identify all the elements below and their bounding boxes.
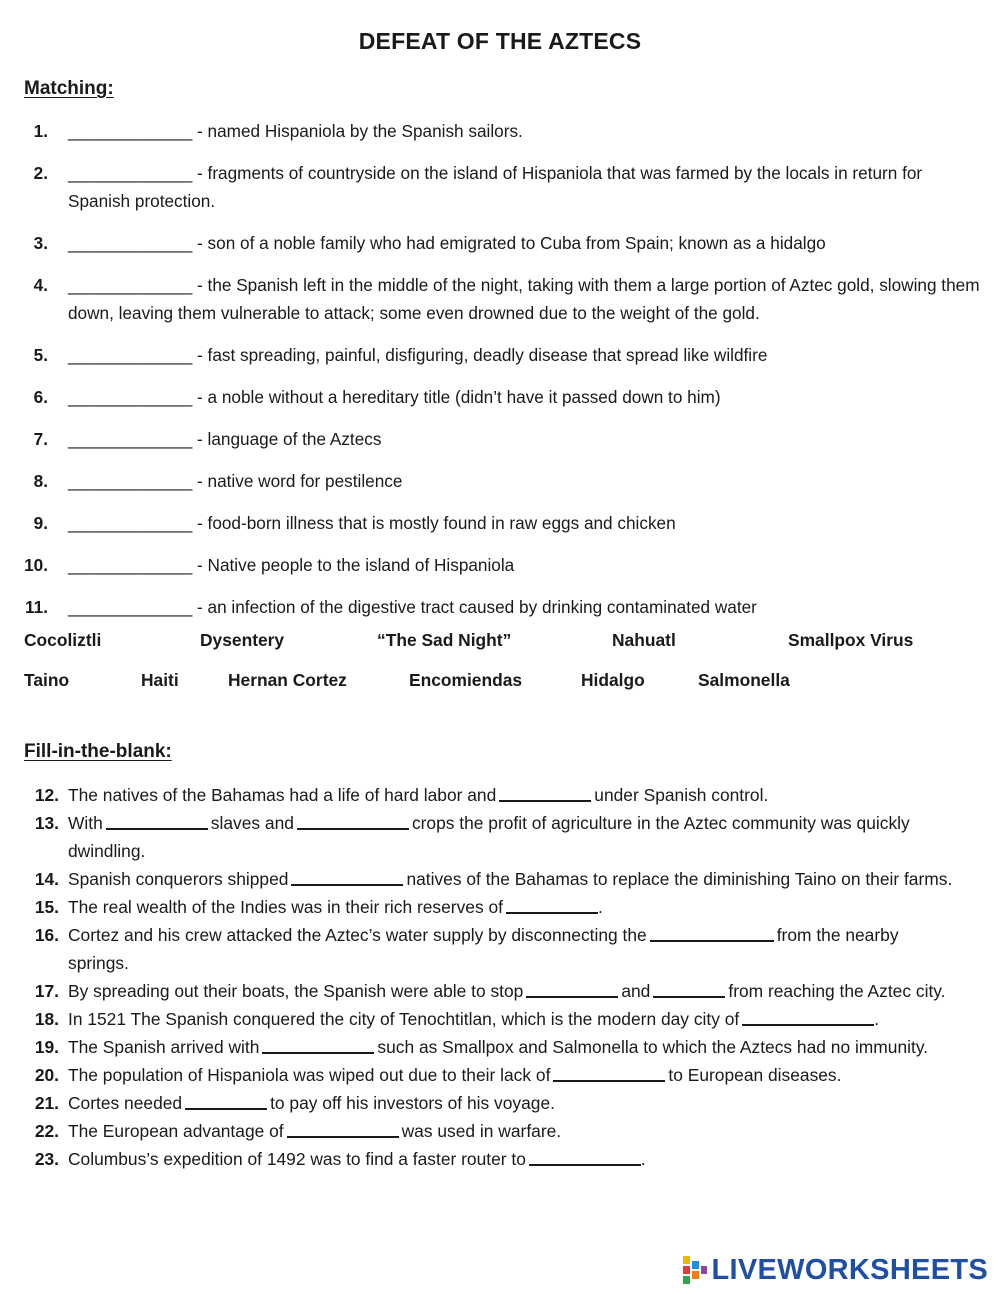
item-number: 6.	[33, 387, 48, 407]
liveworksheets-logo	[682, 1252, 989, 1288]
fill-item	[0, 977, 1000, 1005]
answer-blank[interactable]	[506, 894, 598, 914]
fill-item	[0, 1033, 1000, 1061]
word-bank-term: Hidalgo	[581, 670, 645, 690]
item-text: The natives of the Bahamas had a life of hard labor and	[68, 785, 497, 805]
item-text: was used in warfare.	[401, 1121, 562, 1141]
page-title: DEFEAT OF THE AZTECS	[358, 28, 642, 54]
fill-item	[0, 893, 1000, 921]
answer-blank[interactable]	[529, 1146, 641, 1166]
item-text: from reaching the Aztec city.	[728, 981, 946, 1001]
word-bank-term: Smallpox Virus	[788, 630, 914, 650]
item-text: .	[874, 1009, 880, 1029]
item-text: - food-born illness that is mostly found in raw eggs and chicken	[192, 513, 676, 533]
item-text: By spreading out their boats, the Spanish were able to stop	[68, 981, 524, 1001]
answer-blank[interactable]	[185, 1090, 267, 1110]
fill-list	[0, 781, 1000, 1173]
item-number: 13.	[34, 813, 59, 833]
word-bank-term: Hernan Cortez	[228, 670, 347, 690]
fill-item	[0, 1061, 1000, 1089]
answer-blank[interactable]: _____________	[68, 597, 193, 617]
item-number: 4.	[33, 275, 48, 295]
logo-text: LIVEWORKSHEETS	[711, 1253, 988, 1286]
item-text: Spanish conquerors shipped	[68, 869, 289, 889]
matching-item	[0, 383, 1000, 411]
item-text: - son of a noble family who had emigrated to Cuba from Spain; known as a hidalgo	[192, 233, 826, 253]
item-number: 15.	[34, 897, 59, 917]
item-text: .	[640, 1149, 646, 1169]
answer-blank[interactable]: _____________	[68, 471, 193, 491]
word-bank-term: “The Sad Night”	[377, 630, 512, 650]
item-text: from the nearby springs.	[68, 925, 899, 973]
item-number: 2.	[33, 163, 48, 183]
answer-blank[interactable]: _____________	[68, 387, 193, 407]
matching-list	[0, 117, 1000, 635]
item-text: under Spanish control.	[594, 785, 769, 805]
fill-heading: Fill-in-the-blank:	[24, 741, 172, 762]
item-text: The European advantage of	[68, 1121, 284, 1141]
item-text: to European diseases.	[668, 1065, 842, 1085]
answer-blank[interactable]: _____________	[68, 121, 193, 141]
item-text: - fast spreading, painful, disfiguring, deadly disease that spread like wildfire	[192, 345, 768, 365]
fill-item	[0, 865, 1000, 893]
item-number: 22.	[34, 1121, 59, 1141]
fill-item	[0, 809, 1000, 865]
answer-blank[interactable]: _____________	[68, 233, 193, 253]
fill-item	[0, 1117, 1000, 1145]
item-text: Cortez and his crew attacked the Aztec’s water supply by disconnecting the	[68, 925, 647, 945]
item-text: - fragments of countryside on the island of Hispaniola that was farmed by the locals in return for Spanish protection.	[68, 163, 923, 211]
answer-blank[interactable]	[553, 1062, 665, 1082]
item-text: - an infection of the digestive tract caused by drinking contaminated water	[192, 597, 757, 617]
item-number: 17.	[34, 981, 59, 1001]
word-bank-term: Dysentery	[200, 630, 285, 650]
item-number: 8.	[33, 471, 48, 491]
answer-blank[interactable]: _____________	[68, 275, 193, 295]
answer-blank[interactable]	[106, 810, 208, 830]
item-text: In 1521 The Spanish conquered the city of Tenochtitlan, which is the modern day city of	[68, 1009, 740, 1029]
fill-item	[0, 1089, 1000, 1117]
matching-item	[0, 593, 1000, 621]
item-text: The Spanish arrived with	[68, 1037, 260, 1057]
item-text: .	[597, 897, 603, 917]
item-number: 18.	[34, 1009, 59, 1029]
item-text: - the Spanish left in the middle of the night, taking with them a large portion of Aztec gold, slowing them down, leaving them vulnerable to attack; some even drowned due to the weight of the gold.	[68, 275, 980, 323]
item-text: and	[621, 981, 651, 1001]
item-text: - Native people to the island of Hispaniola	[192, 555, 515, 575]
item-text: - native word for pestilence	[192, 471, 403, 491]
item-text: - a noble without a hereditary title (didn’t have it passed down to him)	[192, 387, 721, 407]
item-number: 20.	[34, 1065, 59, 1085]
item-number: 11.	[25, 597, 48, 617]
item-text: natives of the Bahamas to replace the diminishing Taino on their farms.	[406, 869, 953, 889]
item-number: 7.	[33, 429, 48, 449]
word-bank-term: Cocoliztli	[24, 630, 102, 650]
item-text: such as Smallpox and Salmonella to which the Aztecs had no immunity.	[377, 1037, 929, 1057]
answer-blank[interactable]	[499, 782, 591, 802]
item-number: 21.	[34, 1093, 59, 1113]
item-number: 1.	[33, 121, 48, 141]
answer-blank[interactable]	[297, 810, 409, 830]
answer-blank[interactable]: _____________	[68, 163, 193, 183]
item-number: 16.	[34, 925, 59, 945]
item-number: 19.	[34, 1037, 59, 1057]
item-number: 23.	[34, 1149, 59, 1169]
fill-item	[0, 1145, 1000, 1173]
item-number: 3.	[33, 233, 48, 253]
answer-blank[interactable]	[291, 866, 403, 886]
answer-blank[interactable]: _____________	[68, 555, 193, 575]
item-text: Columbus’s expedition of 1492 was to find a faster router to	[68, 1149, 526, 1169]
liveworksheets-logo-icon	[682, 1255, 708, 1285]
matching-heading: Matching:	[24, 78, 114, 99]
matching-item	[0, 509, 1000, 537]
matching-item	[0, 467, 1000, 495]
item-text: - named Hispaniola by the Spanish sailors.	[192, 121, 523, 141]
matching-item	[0, 551, 1000, 579]
item-number: 5.	[33, 345, 48, 365]
word-bank-term: Taino	[24, 670, 70, 690]
answer-blank[interactable]	[653, 978, 725, 998]
answer-blank[interactable]	[526, 978, 618, 998]
item-text: - language of the Aztecs	[192, 429, 382, 449]
item-text: Cortes needed	[68, 1093, 183, 1113]
matching-item	[0, 425, 1000, 453]
matching-item	[0, 341, 1000, 369]
item-text: With	[68, 813, 103, 833]
word-bank-term: Nahuatl	[612, 630, 676, 650]
item-text: crops the profit of agriculture in the Aztec community was quickly dwindling.	[68, 813, 910, 861]
item-number: 9.	[33, 513, 48, 533]
item-number: 10.	[24, 555, 48, 575]
answer-blank[interactable]	[742, 1006, 874, 1026]
word-bank-term: Haiti	[141, 670, 179, 690]
item-text: to pay off his investors of his voyage.	[270, 1093, 555, 1113]
word-bank-term: Salmonella	[698, 670, 790, 690]
item-number: 14.	[34, 869, 59, 889]
item-text: The population of Hispaniola was wiped out due to their lack of	[68, 1065, 551, 1085]
matching-item	[0, 159, 1000, 215]
answer-blank[interactable]: _____________	[68, 513, 193, 533]
answer-blank[interactable]	[650, 922, 774, 942]
answer-blank[interactable]: _____________	[68, 345, 193, 365]
matching-item	[0, 229, 1000, 257]
item-text: The real wealth of the Indies was in their rich reserves of	[68, 897, 503, 917]
answer-blank[interactable]	[287, 1118, 399, 1138]
fill-item	[0, 781, 1000, 809]
matching-item	[0, 271, 1000, 327]
item-text: slaves and	[210, 813, 294, 833]
answer-blank[interactable]	[262, 1034, 374, 1054]
item-number: 12.	[34, 785, 59, 805]
matching-item	[0, 117, 1000, 145]
fill-item	[0, 921, 1000, 977]
fill-item	[0, 1005, 1000, 1033]
word-bank-term: Encomiendas	[409, 670, 523, 690]
answer-blank[interactable]: _____________	[68, 429, 193, 449]
